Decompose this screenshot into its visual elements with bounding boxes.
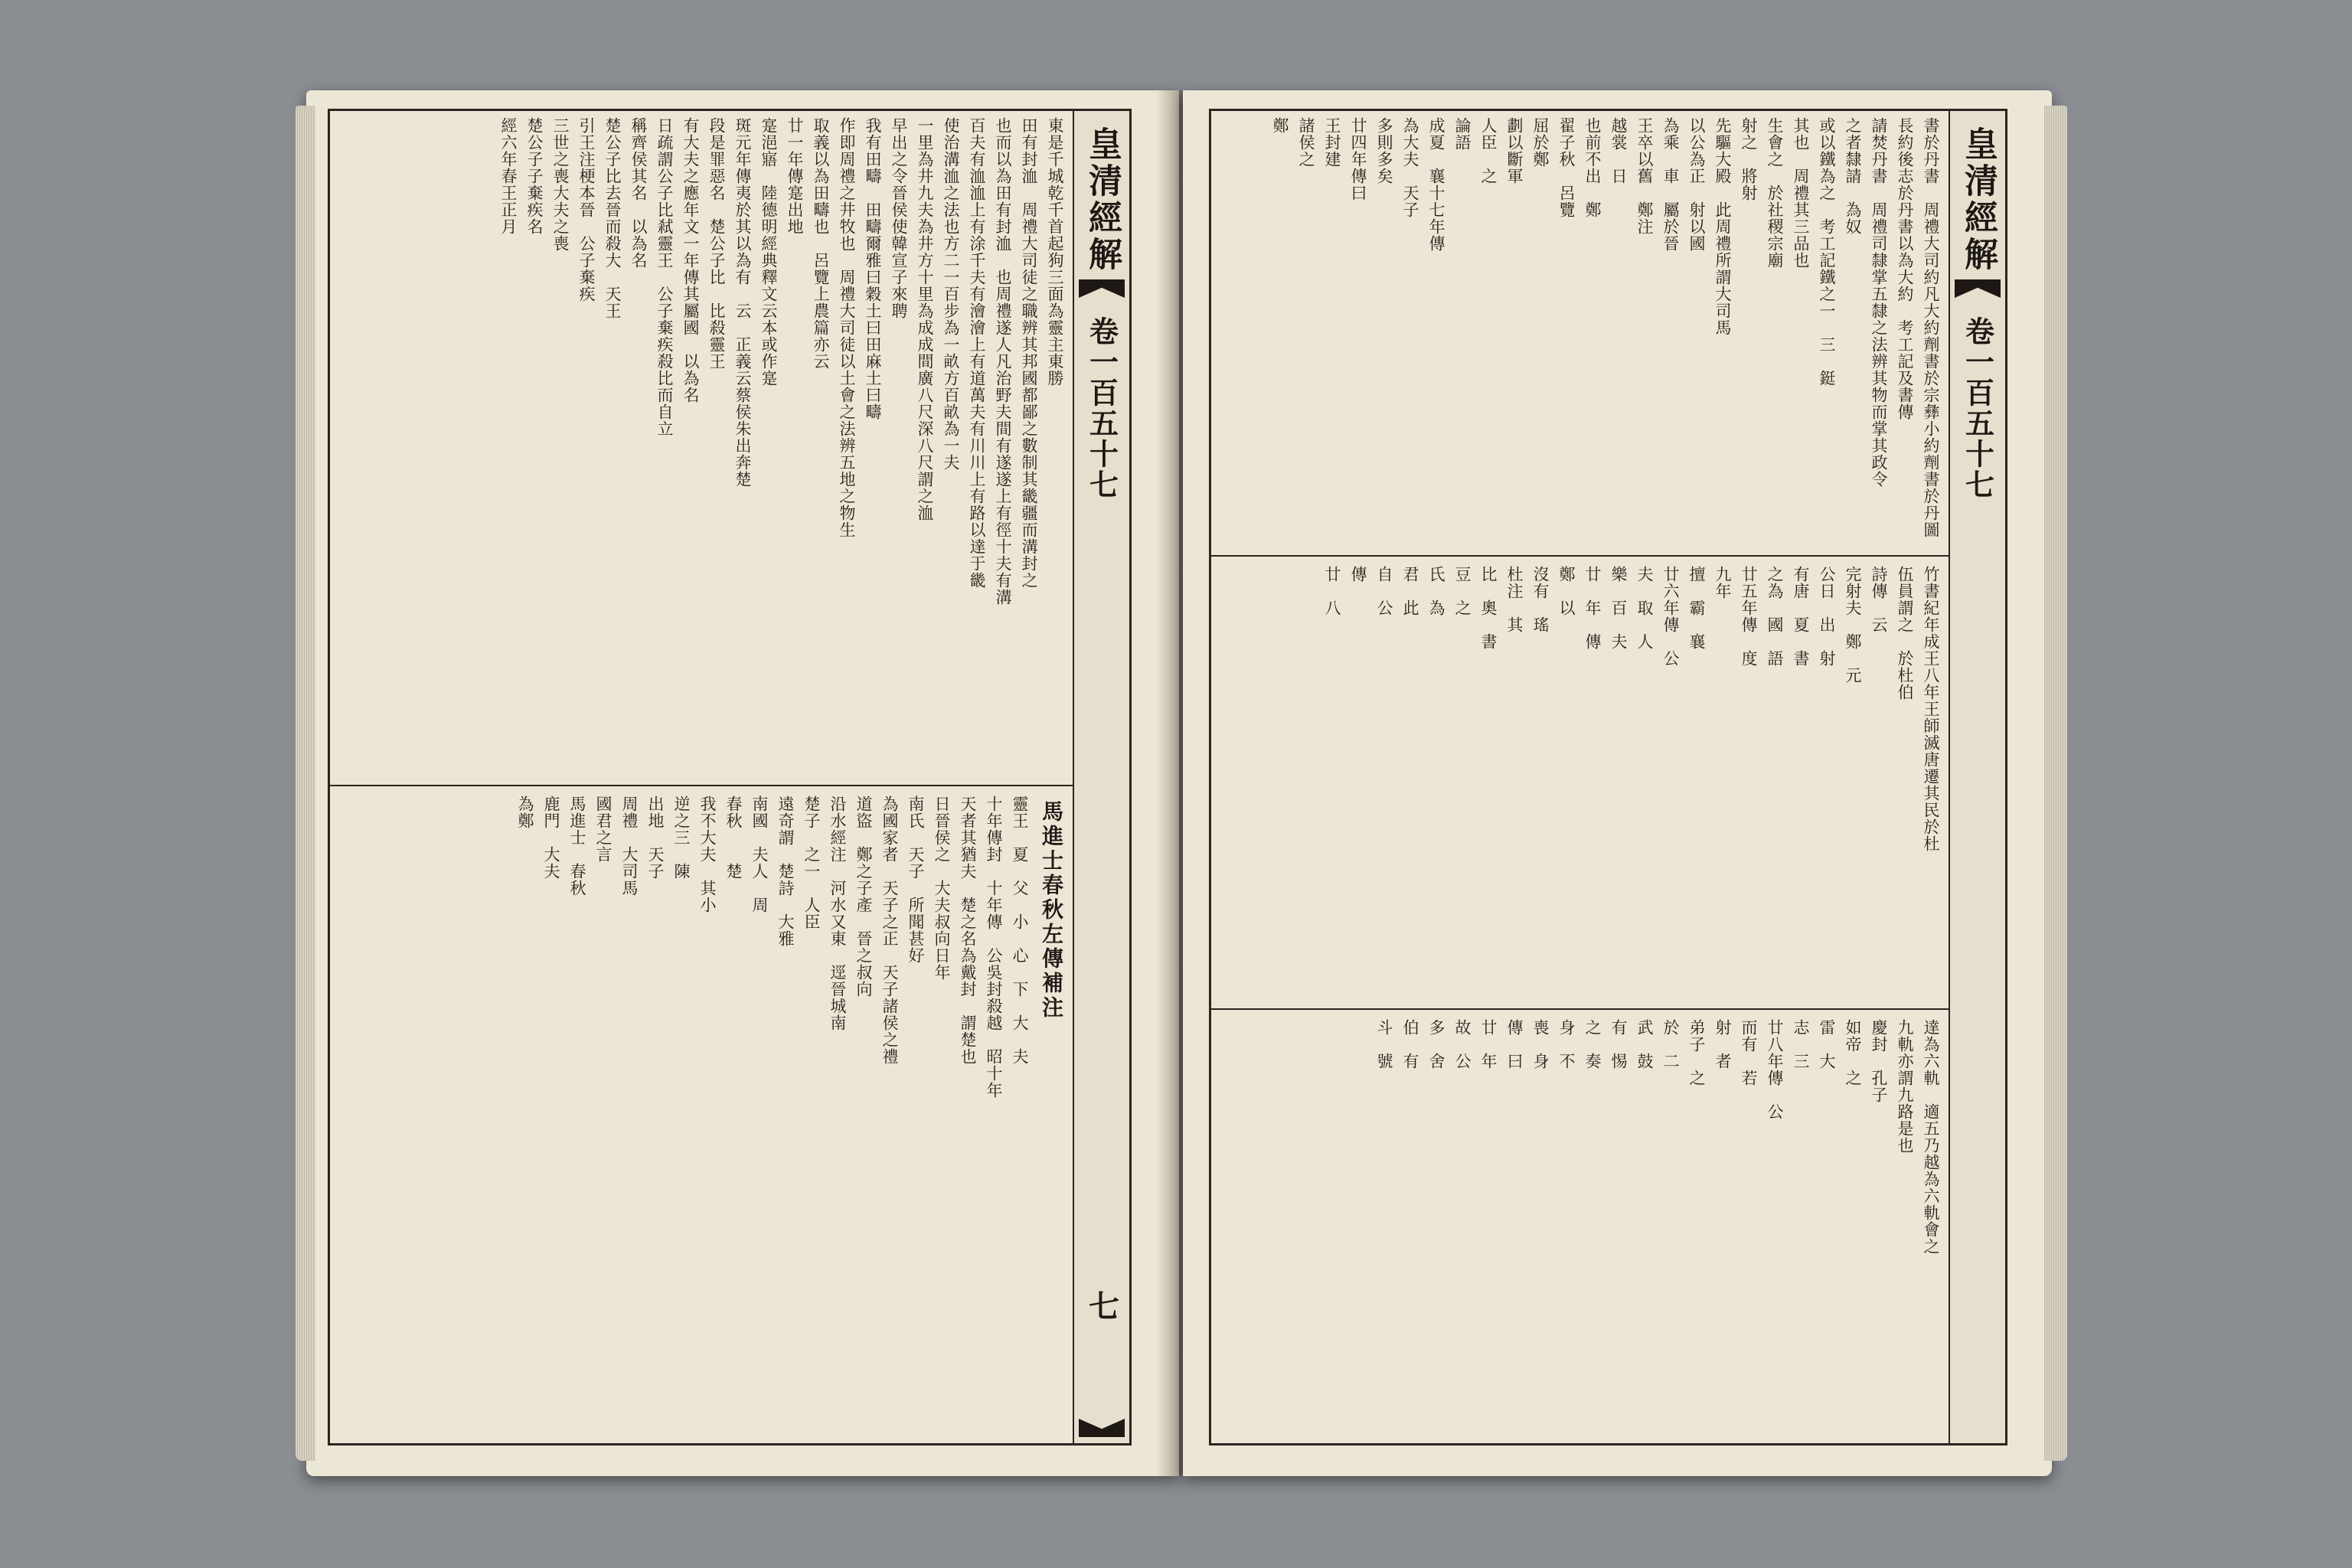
text-column: 百夫有洫洫上有涂千夫有澮澮上有道萬夫有川川上有路以達于畿 [968, 117, 986, 589]
text-column: 引王注梗本晉 公子棄疾 [577, 117, 596, 302]
text-column: 廿 年 傳 [1583, 566, 1602, 650]
text-column: 三世之喪大夫之喪 [551, 117, 570, 252]
text-column: 論語 [1453, 117, 1472, 151]
text-column: 廿四年傳曰 [1349, 117, 1367, 201]
right-page [1183, 90, 2052, 1476]
right-bottom-register [1217, 1019, 1944, 1437]
text-column: 竹書紀年成王八年王師滅唐遷其民於杜 [1922, 566, 1940, 852]
text-column: 如帝 之 [1844, 1019, 1862, 1086]
text-column: 廿五年傳 度 [1740, 566, 1758, 667]
text-column: 段是罪惡名 楚公子比 比殺靈王 [707, 117, 726, 370]
text-column: 鹿門 大夫 [542, 795, 560, 880]
page-number: 七 [1083, 1290, 1120, 1321]
text-column: 遠奇謂 楚詩 大雅 [776, 795, 795, 947]
text-column: 樂 百 夫 [1609, 566, 1628, 650]
text-column: 田有封洫 周禮大司徒之職辨其邦國都鄙之數制其畿疆而溝封之 [1020, 117, 1038, 589]
text-column: 鄭 以 [1557, 566, 1576, 616]
fishtail-mark-top-right [1955, 279, 2001, 298]
left-page-center-margin [1073, 111, 1129, 1443]
text-column: 王卒以舊 鄭注 [1635, 117, 1654, 235]
text-column: 南國 夫人 周 [750, 795, 769, 913]
text-column: 九年 [1713, 566, 1732, 599]
text-column: 日晉侯之 大夫叔向日年 [933, 795, 951, 981]
text-column: 武 鼓 [1635, 1019, 1654, 1070]
text-column: 天者其猶夫 楚之名為戴封 謂楚也 [959, 795, 977, 1065]
text-column: 傳 曰 [1505, 1019, 1524, 1070]
text-column: 之 奏 [1583, 1019, 1602, 1070]
text-column: 書於丹書 周禮大司約凡大約劑書於宗彝小約劑書於丹圖 [1922, 117, 1940, 538]
text-column: 廿 年 [1479, 1019, 1498, 1070]
text-column: 沒有 瑤 [1531, 566, 1550, 633]
text-column: 馬進士 春秋 [568, 795, 586, 897]
text-column: 弟子 之 [1687, 1019, 1706, 1086]
text-column: 雷 大 [1818, 1019, 1836, 1070]
text-column: 王封建 [1323, 117, 1341, 168]
text-column: 之為 國 語 [1766, 566, 1784, 667]
text-column: 故 公 [1453, 1019, 1472, 1070]
text-column: 或以鐵為之 考工記鐵之一 三 鋌 [1818, 117, 1836, 387]
text-column: 楚子 之一 人臣 [802, 795, 821, 930]
text-column: 杜注 其 [1505, 566, 1524, 633]
text-column: 多則多矣 [1375, 117, 1393, 185]
text-column: 為乘 車 屬於晉 [1661, 117, 1680, 252]
text-column: 九軌亦謂九路是也 [1896, 1019, 1914, 1154]
text-column: 我有田疇 田疇爾雅曰穀土曰田麻土曰疇 [864, 117, 882, 420]
text-column: 十年傳封 十年傳 公吳封殺越 昭十年 [985, 795, 1003, 1099]
text-column: 諸侯之 [1297, 117, 1315, 168]
text-column: 逆之三 陳 [672, 795, 691, 880]
text-column: 廿 八 [1323, 566, 1341, 616]
text-column: 而有 若 [1740, 1019, 1758, 1086]
text-column: 出地 天子 [646, 795, 665, 880]
text-column: 廿一年傳寔出地 [786, 117, 804, 235]
text-column: 以公為正 射以國 [1687, 117, 1706, 252]
fishtail-mark-bottom [1079, 1419, 1125, 1437]
text-column: 一里為井九夫為井方十里為成成間廣八尺深八尺謂之洫 [916, 117, 934, 521]
text-column: 有唐 夏 書 [1792, 566, 1810, 667]
section-attribution: 馬進士春秋左傳補注 [1039, 800, 1064, 1021]
right-page-frame [1209, 109, 2007, 1446]
text-column: 沿水經注 河水又東 逕晉城南 [828, 795, 847, 1031]
text-column: 伯 有 [1401, 1019, 1419, 1070]
text-column: 完射夫 鄭 元 [1844, 566, 1862, 684]
text-column: 南氏 天子 所聞甚好 [906, 795, 925, 964]
text-column: 擅 霸 襄 [1687, 566, 1706, 650]
text-column: 周禮 大司馬 [620, 795, 639, 897]
text-column: 射 者 [1713, 1019, 1732, 1070]
text-column: 傳 [1349, 566, 1367, 599]
running-title: 皇清經解 [1083, 126, 1122, 273]
text-column: 有 惕 [1609, 1019, 1628, 1070]
text-column: 靈王 夏 父 小 心 下 大 夫 [1011, 795, 1029, 1065]
text-column: 斗 號 [1375, 1019, 1393, 1070]
text-column: 國君之言 [594, 795, 612, 863]
volume-label-right: 卷一百五十七 [1960, 316, 1995, 500]
text-column: 君 此 [1401, 566, 1419, 616]
text-column: 楚公子子棄疾名 [525, 117, 544, 235]
text-column: 道盜 鄭之子產 晉之叔向 [854, 795, 873, 998]
page-edges-left [296, 106, 315, 1461]
text-column: 翟子秋 呂覽 [1557, 117, 1576, 218]
right-page-center-margin [1949, 111, 2005, 1443]
text-column: 我不大夫 其小 [698, 795, 717, 913]
text-column: 公日 出 射 [1818, 566, 1836, 667]
text-column: 志 三 [1792, 1019, 1810, 1070]
register-divider [330, 785, 1073, 786]
text-column: 劃以斷軍 [1505, 117, 1524, 185]
text-column: 為鄭 [516, 795, 534, 829]
text-column: 取義以為田疇也 呂覽上農篇亦云 [812, 117, 830, 370]
text-column: 生會之 於社稷宗廟 [1766, 117, 1784, 269]
text-column: 慶封 孔子 [1870, 1019, 1888, 1103]
text-column: 成夏 襄十七年傳 [1427, 117, 1446, 252]
text-column: 於 二 [1661, 1019, 1680, 1070]
text-column: 日疏謂公子比弒靈王 公子棄疾殺比而自立 [655, 117, 674, 437]
text-column: 射之 將射 [1740, 117, 1758, 201]
text-column: 之者隸請 為奴 [1844, 117, 1862, 235]
text-column: 夫 取 人 [1635, 566, 1654, 650]
right-mid-register [1217, 566, 1944, 999]
text-column: 楚公子比去晉而殺大 天王 [603, 117, 622, 319]
left-page [306, 90, 1179, 1476]
register-divider-1 [1211, 555, 1949, 557]
running-title-right: 皇清經解 [1958, 126, 1998, 273]
text-column: 東是千城乾千首起狗三面為靈主東勝 [1046, 117, 1064, 387]
text-column: 有大夫之應年文一年傳其屬國 以為名 [681, 117, 700, 403]
text-column: 也前不出 鄭 [1583, 117, 1602, 218]
text-column: 比 奧 書 [1479, 566, 1498, 650]
text-column: 屈於鄭 [1531, 117, 1550, 168]
text-column: 身 不 [1557, 1019, 1576, 1070]
text-column: 寔浥寤 陸德明經典釋文云本或作寔 [760, 117, 778, 387]
text-column: 長約後志於丹書以為大約 考工記及書傳 [1896, 117, 1914, 420]
text-column: 作即周禮之井牧也 周禮大司徒以土會之法辨五地之物生 [838, 117, 856, 538]
text-column: 豆 之 [1453, 566, 1472, 616]
right-top-register [1217, 117, 1944, 546]
text-column: 氏 為 [1427, 566, 1446, 616]
text-column: 詩傳 云 [1870, 566, 1888, 633]
text-column: 稱齊侯其名 以為名 [629, 117, 648, 269]
text-column: 越裳 日 [1609, 117, 1628, 185]
text-column: 多 舍 [1427, 1019, 1446, 1070]
page-edges-right [2044, 106, 2067, 1461]
text-column: 斑元年傳夷於其以為有 云 正義云蔡侯朱出奔楚 [733, 117, 752, 488]
text-column: 也而以為田有封洫 也周禮遂人凡治野夫間有遂遂上有徑十夫有溝 [994, 117, 1012, 606]
text-column: 廿八年傳 公 [1766, 1019, 1784, 1120]
text-column: 喪 身 [1531, 1019, 1550, 1070]
text-column: 經六年春王正月 [499, 117, 518, 235]
open-book [306, 90, 2052, 1491]
text-column: 廿六年傳 公 [1661, 566, 1680, 667]
text-column: 自 公 [1375, 566, 1393, 616]
text-column: 為大夫 天子 [1401, 117, 1419, 218]
text-column: 為國家者 天子之正 天子諸侯之禮 [880, 795, 899, 1065]
text-column: 伍員謂之 於杜伯 [1896, 566, 1914, 701]
text-column: 使治溝洫之法也方二一百步為一畝方百畝為一夫 [942, 117, 960, 471]
text-column: 春秋 楚 [724, 795, 743, 880]
left-page-frame [328, 109, 1132, 1446]
left-top-register [336, 117, 1068, 776]
text-column: 鄭 [1271, 117, 1289, 134]
register-divider-2 [1211, 1008, 1949, 1010]
text-column: 達為六軌 適五乃越為六軌會之 [1922, 1019, 1940, 1255]
text-column: 先驅大殿 此周禮所謂大司馬 [1713, 117, 1732, 336]
fishtail-mark-top [1079, 279, 1125, 298]
text-column: 請焚丹書 周禮司隸掌五隸之法辨其物而掌其政令 [1870, 117, 1888, 488]
volume-label: 卷一百五十七 [1084, 316, 1119, 500]
text-column: 其也 周禮其三品也 [1792, 117, 1810, 269]
text-column: 人臣 之 [1479, 117, 1498, 185]
text-column: 早出之令晉侯使韓宣子來聘 [890, 117, 908, 319]
left-bottom-register [336, 795, 1033, 1437]
